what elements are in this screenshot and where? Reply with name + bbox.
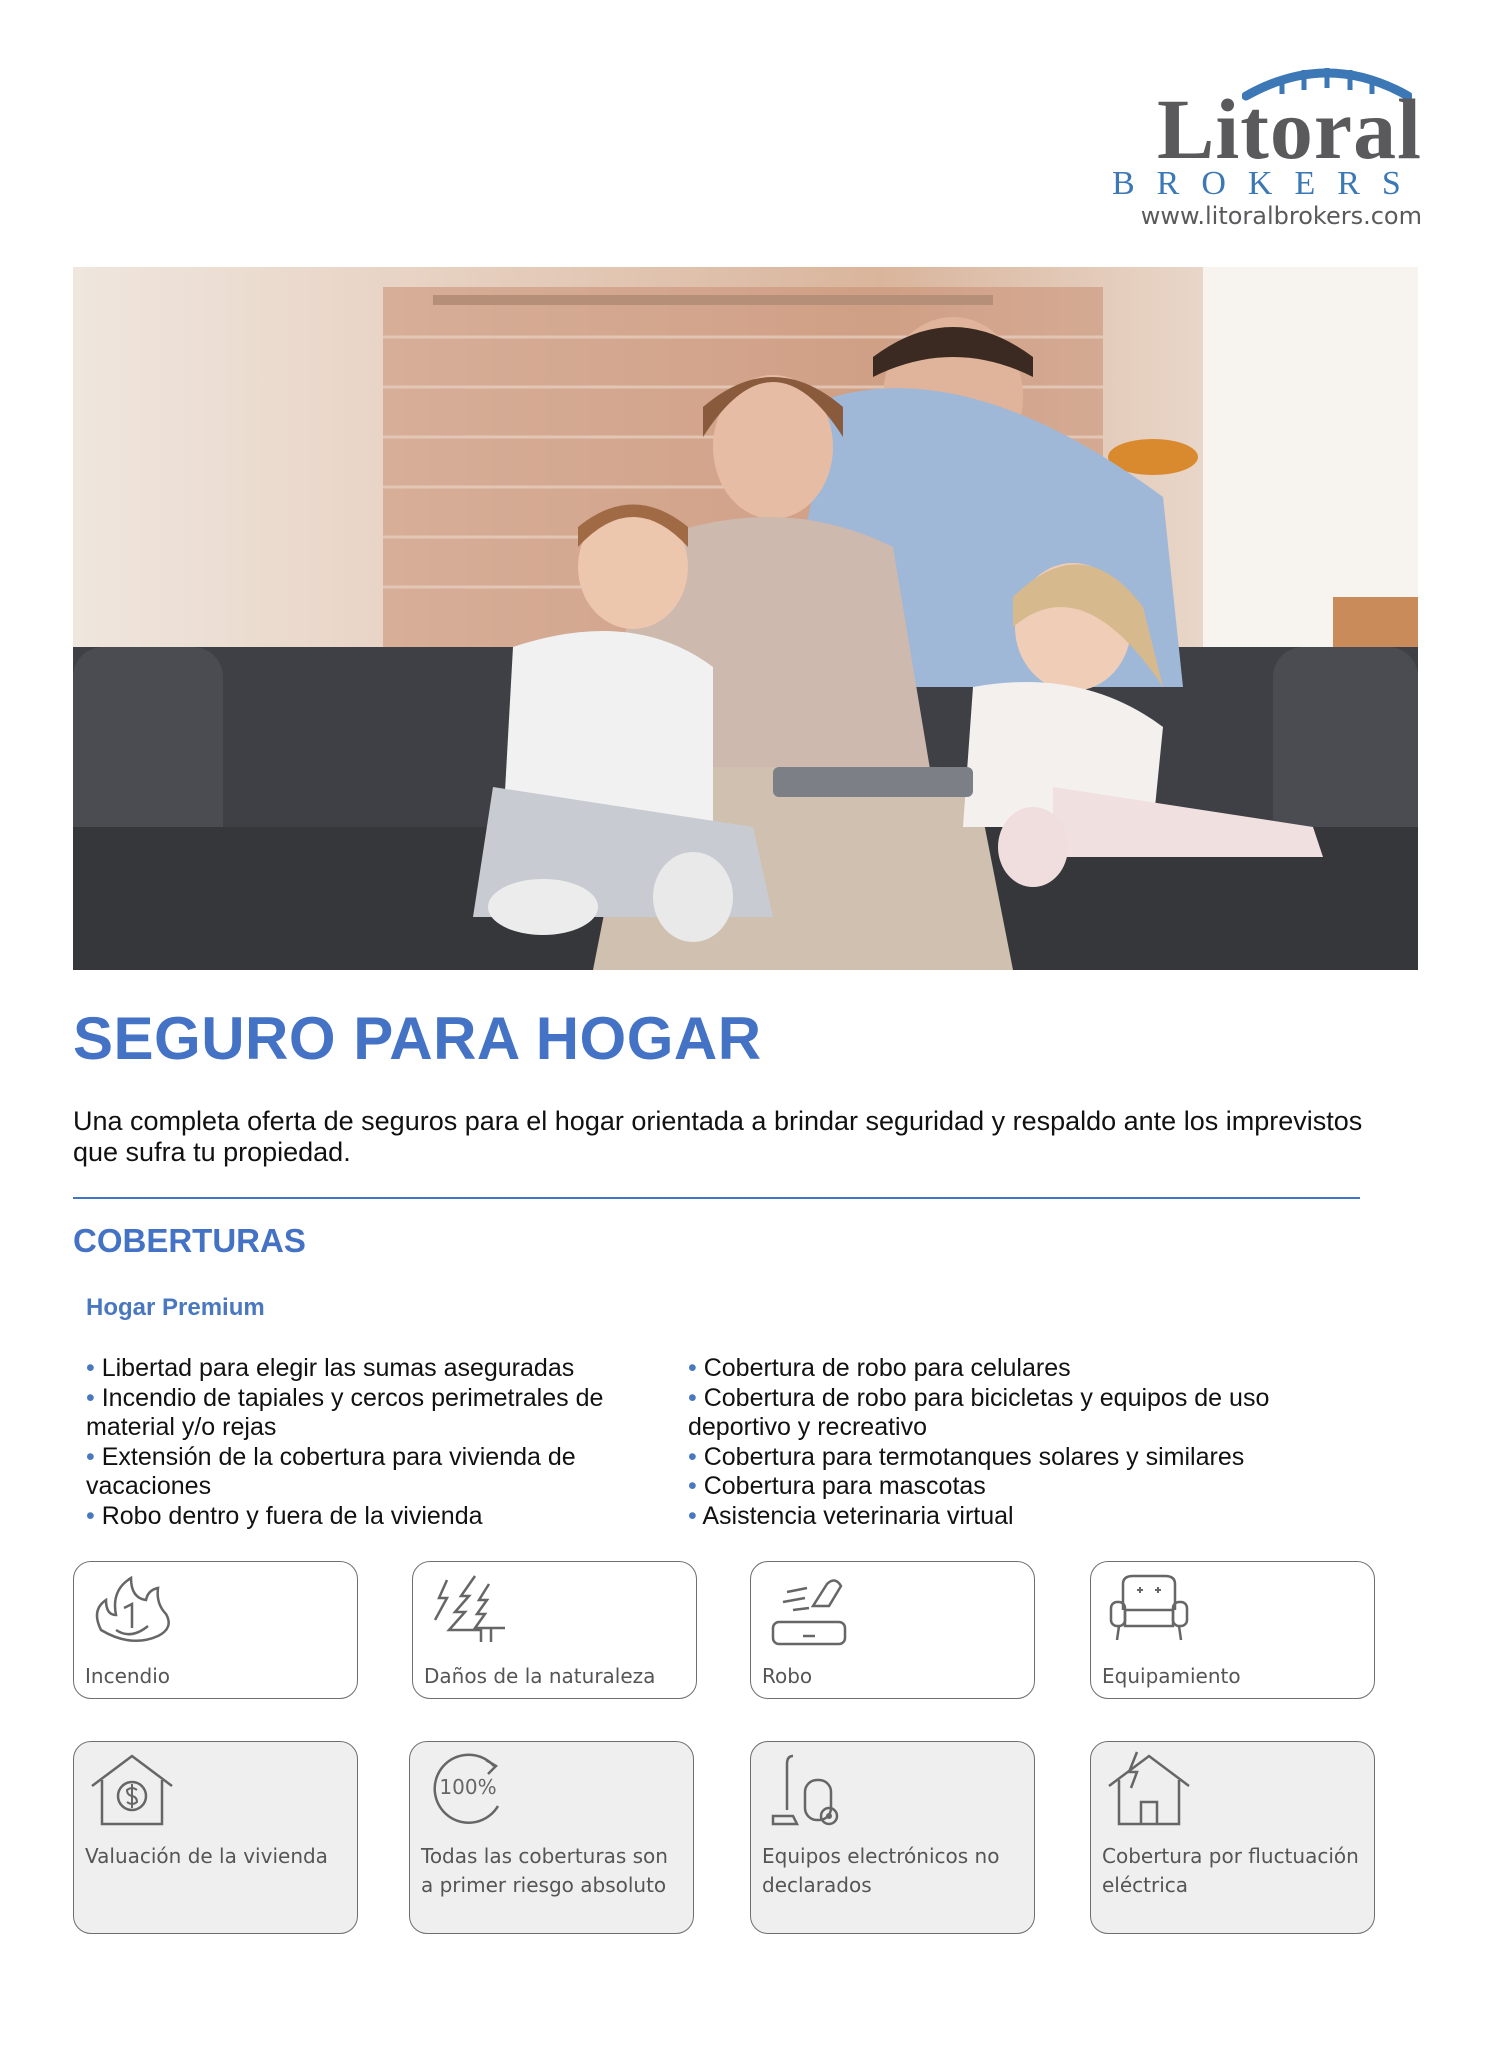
hero-family-photo (73, 267, 1418, 970)
logo-brand-text: Litoral (1157, 81, 1422, 177)
list-item-text: Cobertura para mascotas (703, 1472, 986, 1500)
robbery-icon (763, 1570, 853, 1650)
card-label: Equipos electrónicos no declarados (762, 1844, 1000, 1897)
card-label: Incendio (85, 1664, 171, 1688)
card-equipamiento (1090, 1561, 1375, 1699)
list-item-text: Libertad para elegir las sumas aseguradas (101, 1354, 575, 1382)
list-item (86, 1384, 646, 1443)
card-fluctuacion-electrica (1090, 1741, 1375, 1934)
bullet-mark: • (688, 1442, 697, 1471)
bullet-mark: • (86, 1354, 95, 1382)
bullet-mark: • (688, 1383, 697, 1412)
card-robo (750, 1561, 1035, 1699)
card-label: Todas las coberturas son a primer riesgo absoluto (421, 1844, 668, 1897)
intro-paragraph: Una completa oferta de seguros para el hogar orientada a brindar seguridad y respaldo ante los imprevistos que sufra tu propiedad. (73, 1106, 1363, 1167)
card-incendio (73, 1561, 358, 1699)
bullet-mark: • (688, 1472, 697, 1500)
fire-icon (86, 1570, 176, 1650)
list-item-text: Cobertura de robo para bicicletas y equipos de uso deportivo y recreativo (688, 1383, 1270, 1441)
bullet-mark: • (86, 1501, 95, 1530)
list-item (688, 1384, 1308, 1443)
list-item-text: Cobertura para termotanques solares y similares (703, 1442, 1245, 1471)
bullet-mark: • (86, 1442, 95, 1471)
nature-storm-icon (425, 1570, 515, 1650)
plan-title: Hogar Premium (86, 1294, 265, 1321)
list-item (688, 1443, 1308, 1473)
list-item-text: Cobertura de robo para celulares (703, 1354, 1071, 1382)
badge-100-percent: 100% (439, 1775, 497, 1799)
house-dollar-icon (86, 1750, 176, 1830)
logo-url: www.litoralbrokers.com (1140, 202, 1422, 230)
card-danos-naturaleza (412, 1561, 697, 1699)
list-item (688, 1354, 1308, 1384)
list-item (688, 1472, 1308, 1502)
logo-sub-text: BROKERS (1112, 165, 1423, 202)
coverage-list-left (86, 1354, 646, 1531)
card-label: Daños de la naturaleza (424, 1664, 656, 1688)
list-item-text: Extensión de la cobertura para vivienda de vacaciones (86, 1442, 576, 1500)
family-photo-icon (73, 267, 1418, 970)
card-label: Equipamiento (1102, 1664, 1241, 1688)
list-item (86, 1502, 646, 1532)
card-label: Cobertura por fluctuación eléctrica (1102, 1844, 1359, 1897)
house-lightning-icon (1103, 1750, 1193, 1830)
card-label: Robo (762, 1664, 813, 1688)
card-primer-riesgo (409, 1741, 694, 1934)
divider (73, 1197, 1360, 1199)
coverage-list-right (688, 1354, 1308, 1531)
card-valuacion-vivienda (73, 1741, 358, 1934)
bullet-mark: • (688, 1501, 697, 1530)
list-item-text: Asistencia veterinaria virtual (702, 1501, 1014, 1530)
list-item (86, 1443, 646, 1502)
card-label: Valuación de la vivienda (85, 1844, 328, 1868)
bullet-mark: • (86, 1383, 95, 1412)
list-item-text: Robo dentro y fuera de la vivienda (101, 1501, 483, 1530)
list-item (688, 1502, 1308, 1532)
list-item-text: Incendio de tapiales y cercos perimetrales de material y/o rejas (86, 1383, 604, 1441)
card-equipos-electronicos (750, 1741, 1035, 1934)
page-title: SEGURO PARA HOGAR (73, 1005, 762, 1072)
vacuum-icon (763, 1750, 853, 1830)
hundred-percent-icon (422, 1750, 512, 1830)
armchair-icon (1103, 1570, 1193, 1650)
company-logo (1112, 60, 1422, 230)
list-item (86, 1354, 646, 1384)
section-title-coberturas: COBERTURAS (73, 1222, 306, 1259)
bullet-mark: • (688, 1354, 697, 1382)
